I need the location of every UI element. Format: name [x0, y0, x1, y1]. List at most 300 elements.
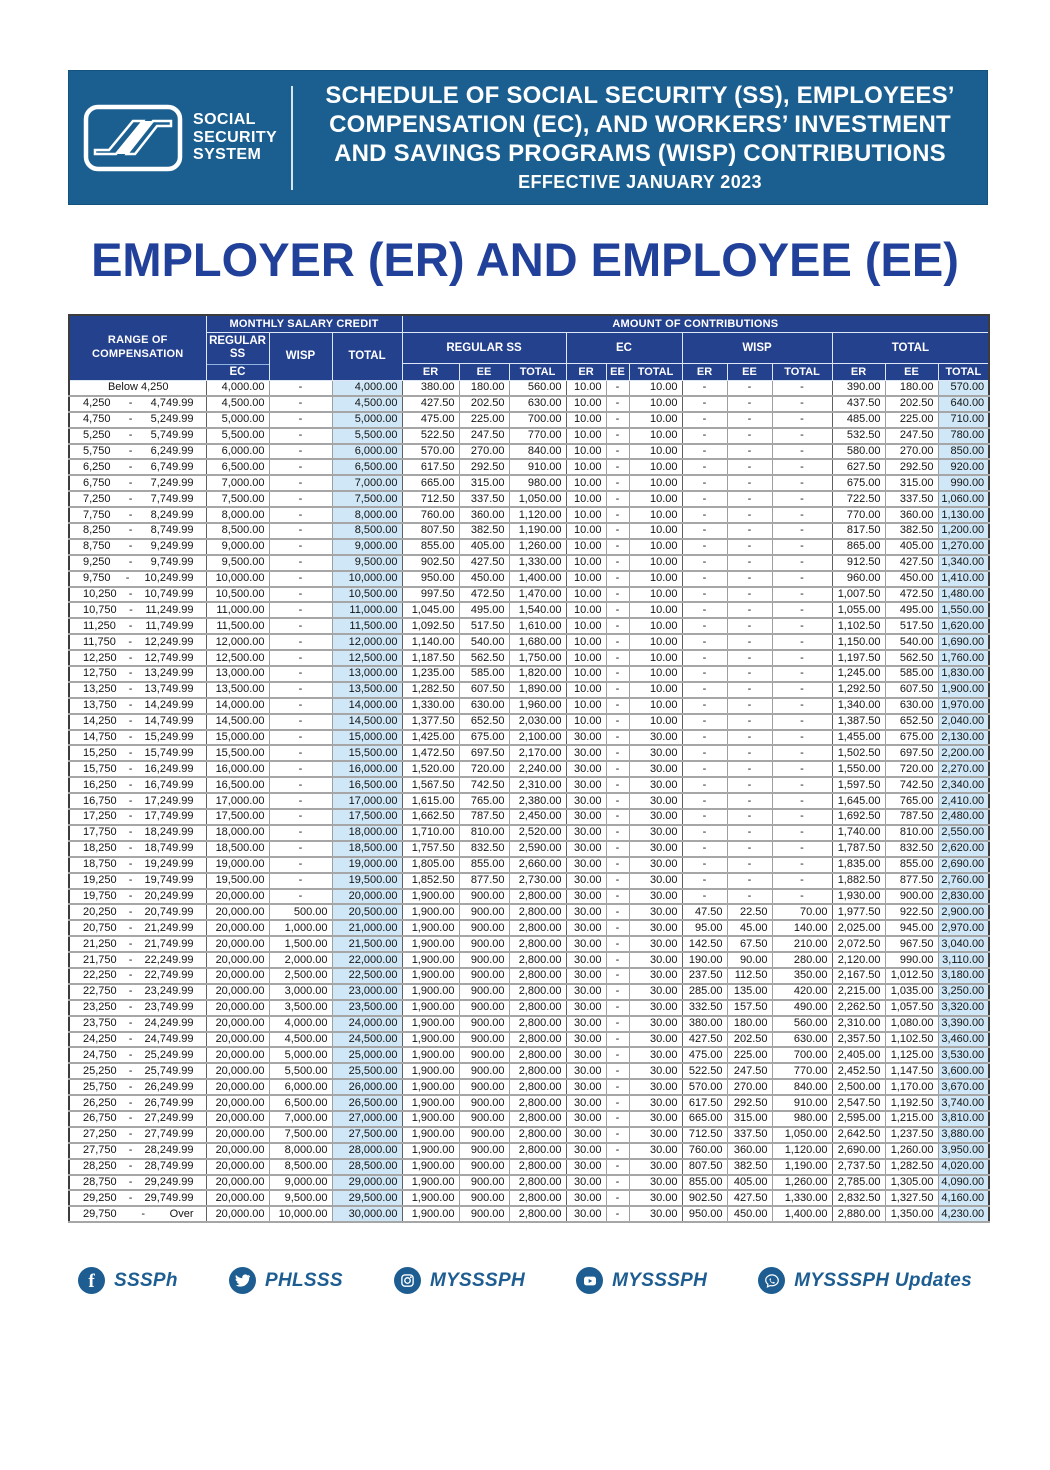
cell-msc-regular-ss: 20,000.00: [206, 1111, 269, 1127]
cell-ec-ee: -: [606, 555, 629, 571]
range-cell: 23,250 - 23,749.99: [69, 1000, 206, 1016]
range-cell: 8,250 - 8,749.99: [69, 523, 206, 539]
cell-wisp-er: -: [682, 523, 727, 539]
cell-msc-regular-ss: 20,000.00: [206, 1016, 269, 1032]
cell-msc-total: 7,000.00: [332, 475, 402, 491]
cell-total-ee: 1,192.50: [885, 1095, 938, 1111]
social-handle: SSSPh: [114, 1269, 178, 1291]
cell-total-ee: 292.50: [885, 459, 938, 475]
table-row: [69, 920, 989, 936]
cell-wisp-total: -: [772, 825, 832, 841]
cell-msc-wisp: 3,500.00: [269, 1000, 332, 1016]
cell-ec-total: 10.00: [629, 428, 682, 444]
cell-msc-wisp: 1,000.00: [269, 920, 332, 936]
header-total-er: ER: [832, 364, 885, 380]
cell-total-total: 3,880.00: [938, 1127, 989, 1143]
cell-total-total: 1,130.00: [938, 507, 989, 523]
cell-ec-ee: -: [606, 1143, 629, 1159]
cell-msc-total: 10,500.00: [332, 587, 402, 603]
cell-total-ee: 742.50: [885, 777, 938, 793]
cell-ec-total: 10.00: [629, 571, 682, 587]
cell-total-total: 2,040.00: [938, 714, 989, 730]
cell-ec-er: 30.00: [566, 1206, 606, 1222]
cell-wisp-er: -: [682, 412, 727, 428]
cell-wisp-ee: -: [727, 380, 772, 396]
cell-ec-ee: -: [606, 761, 629, 777]
cell-ec-er: 30.00: [566, 730, 606, 746]
cell-ec-ee: -: [606, 666, 629, 682]
sss-logo-icon: [83, 104, 183, 172]
header-group-ec: EC: [566, 332, 682, 364]
cell-total-er: 580.00: [832, 444, 885, 460]
cell-ss-ee: 900.00: [459, 1095, 509, 1111]
cell-wisp-er: 712.50: [682, 1127, 727, 1143]
cell-ec-total: 30.00: [629, 920, 682, 936]
cell-wisp-ee: 202.50: [727, 1032, 772, 1048]
range-cell: 12,250 - 12,749.99: [69, 650, 206, 666]
cell-total-er: 485.00: [832, 412, 885, 428]
cell-total-ee: 360.00: [885, 507, 938, 523]
cell-ss-er: 1,900.00: [402, 1079, 459, 1095]
cell-total-total: 4,090.00: [938, 1175, 989, 1191]
cell-total-ee: 877.50: [885, 873, 938, 889]
range-cell: 18,750 - 19,249.99: [69, 857, 206, 873]
cell-wisp-total: -: [772, 380, 832, 396]
cell-msc-wisp: 8,000.00: [269, 1143, 332, 1159]
cell-total-er: 1,835.00: [832, 857, 885, 873]
cell-wisp-total: 490.00: [772, 1000, 832, 1016]
viber-icon: [758, 1267, 785, 1294]
cell-msc-regular-ss: 19,000.00: [206, 857, 269, 873]
table-row: [69, 459, 989, 475]
cell-ec-ee: -: [606, 539, 629, 555]
cell-total-total: 1,550.00: [938, 602, 989, 618]
header-msc-ec: EC: [207, 364, 269, 380]
table-row: [69, 396, 989, 412]
cell-ss-ee: 315.00: [459, 475, 509, 491]
table-row: [69, 984, 989, 1000]
cell-ec-er: 10.00: [566, 396, 606, 412]
header-group-total: TOTAL: [832, 332, 989, 364]
cell-ss-total: 2,800.00: [509, 952, 566, 968]
cell-total-ee: 450.00: [885, 571, 938, 587]
cell-ec-ee: -: [606, 777, 629, 793]
cell-msc-wisp: -: [269, 889, 332, 905]
table-row: [69, 1175, 989, 1191]
cell-ss-ee: 900.00: [459, 1032, 509, 1048]
cell-ec-ee: -: [606, 618, 629, 634]
header-ec-ee: EE: [606, 364, 629, 380]
cell-ec-total: 30.00: [629, 1190, 682, 1206]
cell-ec-total: 30.00: [629, 1159, 682, 1175]
cell-wisp-er: 475.00: [682, 1047, 727, 1063]
cell-ec-ee: -: [606, 936, 629, 952]
cell-wisp-er: -: [682, 761, 727, 777]
cell-msc-regular-ss: 20,000.00: [206, 984, 269, 1000]
cell-ec-total: 30.00: [629, 984, 682, 1000]
header-msc-wisp: WISP: [269, 332, 332, 380]
table-row: [69, 1063, 989, 1079]
cell-ss-ee: 270.00: [459, 444, 509, 460]
cell-msc-total: 26,500.00: [332, 1095, 402, 1111]
cell-ss-ee: 292.50: [459, 459, 509, 475]
cell-wisp-total: -: [772, 889, 832, 905]
cell-wisp-er: -: [682, 444, 727, 460]
cell-wisp-total: 700.00: [772, 1047, 832, 1063]
banner-title-line: COMPENSATION (EC), AND WORKERS’ INVESTMENT: [329, 111, 951, 139]
cell-total-er: 1,150.00: [832, 634, 885, 650]
cell-ec-er: 10.00: [566, 634, 606, 650]
range-cell: 27,250 - 27,749.99: [69, 1127, 206, 1143]
cell-ss-ee: 652.50: [459, 714, 509, 730]
table-row: [69, 650, 989, 666]
range-cell: 22,750 - 23,249.99: [69, 984, 206, 1000]
cell-wisp-total: -: [772, 428, 832, 444]
cell-wisp-er: -: [682, 475, 727, 491]
cell-total-total: 3,740.00: [938, 1095, 989, 1111]
cell-wisp-ee: -: [727, 809, 772, 825]
table-row: [69, 1190, 989, 1206]
cell-wisp-total: 1,260.00: [772, 1175, 832, 1191]
cell-wisp-total: 1,400.00: [772, 1206, 832, 1222]
cell-ss-total: 1,960.00: [509, 698, 566, 714]
cell-msc-wisp: -: [269, 666, 332, 682]
cell-total-ee: 652.50: [885, 714, 938, 730]
cell-total-er: 1,692.50: [832, 809, 885, 825]
cell-ss-er: 1,662.50: [402, 809, 459, 825]
cell-total-er: 2,357.50: [832, 1032, 885, 1048]
cell-ec-ee: -: [606, 968, 629, 984]
cell-wisp-er: -: [682, 571, 727, 587]
cell-wisp-er: 190.00: [682, 952, 727, 968]
cell-wisp-er: 665.00: [682, 1111, 727, 1127]
cell-wisp-total: -: [772, 444, 832, 460]
cell-wisp-ee: -: [727, 745, 772, 761]
cell-ec-total: 10.00: [629, 634, 682, 650]
table-row: [69, 952, 989, 968]
cell-ss-ee: 540.00: [459, 634, 509, 650]
cell-msc-total: 15,500.00: [332, 745, 402, 761]
cell-msc-total: 6,500.00: [332, 459, 402, 475]
cell-msc-total: 26,000.00: [332, 1079, 402, 1095]
cell-ec-total: 30.00: [629, 1095, 682, 1111]
range-cell: 25,750 - 26,249.99: [69, 1079, 206, 1095]
table-row: [69, 730, 989, 746]
table-row: [69, 873, 989, 889]
cell-total-er: 1,882.50: [832, 873, 885, 889]
cell-ss-total: 1,120.00: [509, 507, 566, 523]
cell-ss-total: 700.00: [509, 412, 566, 428]
cell-total-total: 2,830.00: [938, 889, 989, 905]
cell-ec-total: 30.00: [629, 825, 682, 841]
table-row: [69, 602, 989, 618]
cell-wisp-er: -: [682, 825, 727, 841]
cell-total-total: 1,480.00: [938, 587, 989, 603]
cell-total-ee: 697.50: [885, 745, 938, 761]
cell-ec-er: 10.00: [566, 714, 606, 730]
cell-ec-er: 10.00: [566, 523, 606, 539]
cell-ss-er: 997.50: [402, 587, 459, 603]
cell-wisp-ee: 180.00: [727, 1016, 772, 1032]
cell-ss-ee: 382.50: [459, 523, 509, 539]
cell-ec-ee: -: [606, 714, 629, 730]
table-row: [69, 444, 989, 460]
cell-msc-wisp: 7,000.00: [269, 1111, 332, 1127]
cell-wisp-total: -: [772, 618, 832, 634]
cell-total-total: 2,550.00: [938, 825, 989, 841]
cell-ss-er: 807.50: [402, 523, 459, 539]
cell-msc-regular-ss: 19,500.00: [206, 873, 269, 889]
range-cell: 27,750 - 28,249.99: [69, 1143, 206, 1159]
cell-total-er: 532.50: [832, 428, 885, 444]
cell-msc-total: 18,500.00: [332, 841, 402, 857]
cell-total-ee: 1,080.00: [885, 1016, 938, 1032]
cell-wisp-ee: -: [727, 634, 772, 650]
cell-wisp-er: -: [682, 634, 727, 650]
cell-ss-er: 1,615.00: [402, 793, 459, 809]
cell-ss-ee: 810.00: [459, 825, 509, 841]
cell-total-total: 2,480.00: [938, 809, 989, 825]
cell-ss-total: 1,610.00: [509, 618, 566, 634]
cell-wisp-ee: -: [727, 841, 772, 857]
cell-ec-ee: -: [606, 809, 629, 825]
cell-ss-er: 1,567.50: [402, 777, 459, 793]
cell-wisp-er: -: [682, 602, 727, 618]
cell-ec-er: 10.00: [566, 459, 606, 475]
cell-ss-er: 1,900.00: [402, 904, 459, 920]
cell-ss-er: 1,092.50: [402, 618, 459, 634]
cell-total-er: 817.50: [832, 523, 885, 539]
cell-total-total: 2,410.00: [938, 793, 989, 809]
cell-total-total: 1,200.00: [938, 523, 989, 539]
cell-wisp-er: -: [682, 587, 727, 603]
cell-msc-regular-ss: 15,000.00: [206, 730, 269, 746]
cell-ss-er: 1,710.00: [402, 825, 459, 841]
table-header: [69, 315, 989, 380]
cell-msc-total: 8,500.00: [332, 523, 402, 539]
cell-msc-wisp: 8,500.00: [269, 1159, 332, 1175]
table-row: [69, 428, 989, 444]
cell-ss-total: 1,680.00: [509, 634, 566, 650]
cell-total-total: 1,270.00: [938, 539, 989, 555]
social-item-twitter: [229, 1267, 343, 1294]
social-handle: PHLSSS: [264, 1269, 343, 1291]
cell-ec-er: 30.00: [566, 761, 606, 777]
cell-msc-wisp: 6,500.00: [269, 1095, 332, 1111]
cell-wisp-total: -: [772, 507, 832, 523]
cell-total-ee: 765.00: [885, 793, 938, 809]
cell-ss-ee: 832.50: [459, 841, 509, 857]
cell-wisp-ee: 360.00: [727, 1143, 772, 1159]
social-handle: MYSSSPH Updates: [794, 1269, 972, 1291]
cell-wisp-ee: -: [727, 761, 772, 777]
cell-ss-total: 1,890.00: [509, 682, 566, 698]
cell-total-ee: 585.00: [885, 666, 938, 682]
cell-wisp-ee: 247.50: [727, 1063, 772, 1079]
cell-total-ee: 967.50: [885, 936, 938, 952]
cell-total-er: 1,055.00: [832, 602, 885, 618]
cell-msc-regular-ss: 20,000.00: [206, 1032, 269, 1048]
cell-ec-er: 30.00: [566, 841, 606, 857]
cell-msc-wisp: -: [269, 745, 332, 761]
cell-ss-ee: 900.00: [459, 1190, 509, 1206]
cell-wisp-ee: -: [727, 889, 772, 905]
cell-ec-total: 10.00: [629, 602, 682, 618]
cell-msc-total: 9,500.00: [332, 555, 402, 571]
cell-ec-ee: -: [606, 602, 629, 618]
cell-ec-er: 30.00: [566, 1143, 606, 1159]
cell-total-er: 960.00: [832, 571, 885, 587]
cell-wisp-total: 910.00: [772, 1095, 832, 1111]
cell-ss-ee: 585.00: [459, 666, 509, 682]
cell-total-ee: 630.00: [885, 698, 938, 714]
cell-total-ee: 1,125.00: [885, 1047, 938, 1063]
range-cell: 11,250 - 11,749.99: [69, 618, 206, 634]
cell-msc-regular-ss: 6,000.00: [206, 444, 269, 460]
cell-ss-er: 1,187.50: [402, 650, 459, 666]
cell-ec-total: 30.00: [629, 1175, 682, 1191]
cell-msc-wisp: -: [269, 857, 332, 873]
cell-wisp-ee: -: [727, 777, 772, 793]
cell-msc-total: 28,500.00: [332, 1159, 402, 1175]
header-ec-total: TOTAL: [629, 364, 682, 380]
cell-wisp-er: -: [682, 459, 727, 475]
cell-msc-total: 7,500.00: [332, 491, 402, 507]
cell-wisp-ee: -: [727, 730, 772, 746]
cell-wisp-er: 237.50: [682, 968, 727, 984]
social-item-youtube: [576, 1267, 707, 1294]
cell-msc-total: 17,000.00: [332, 793, 402, 809]
cell-wisp-total: 1,050.00: [772, 1127, 832, 1143]
cell-wisp-ee: -: [727, 507, 772, 523]
cell-msc-wisp: 5,000.00: [269, 1047, 332, 1063]
cell-ec-ee: -: [606, 682, 629, 698]
cell-wisp-total: -: [772, 634, 832, 650]
cell-total-er: 2,072.50: [832, 936, 885, 952]
cell-msc-wisp: 10,000.00: [269, 1206, 332, 1222]
cell-wisp-total: -: [772, 793, 832, 809]
table-body: [69, 380, 989, 1222]
table-row: [69, 761, 989, 777]
cell-total-ee: 1,350.00: [885, 1206, 938, 1222]
banner-title-line: SCHEDULE OF SOCIAL SECURITY (SS), EMPLOYEES’: [325, 82, 955, 110]
cell-total-total: 570.00: [938, 380, 989, 396]
cell-ss-ee: 765.00: [459, 793, 509, 809]
cell-ss-er: 522.50: [402, 428, 459, 444]
cell-total-total: 780.00: [938, 428, 989, 444]
cell-ss-er: 1,900.00: [402, 920, 459, 936]
cell-ss-total: 2,590.00: [509, 841, 566, 857]
cell-msc-total: 25,500.00: [332, 1063, 402, 1079]
cell-msc-total: 22,000.00: [332, 952, 402, 968]
cell-ss-total: 2,800.00: [509, 1127, 566, 1143]
cell-msc-total: 16,500.00: [332, 777, 402, 793]
cell-total-ee: 787.50: [885, 809, 938, 825]
cell-msc-total: 9,000.00: [332, 539, 402, 555]
cell-total-total: 1,830.00: [938, 666, 989, 682]
cell-ss-ee: 517.50: [459, 618, 509, 634]
cell-msc-regular-ss: 20,000.00: [206, 1047, 269, 1063]
cell-total-er: 1,197.50: [832, 650, 885, 666]
cell-total-ee: 1,327.50: [885, 1190, 938, 1206]
cell-msc-regular-ss: 12,000.00: [206, 634, 269, 650]
cell-ec-er: 10.00: [566, 555, 606, 571]
cell-ss-total: 2,030.00: [509, 714, 566, 730]
cell-msc-wisp: -: [269, 761, 332, 777]
cell-total-er: 722.50: [832, 491, 885, 507]
cell-total-er: 390.00: [832, 380, 885, 396]
cell-ec-ee: -: [606, 952, 629, 968]
range-cell: 5,250 - 5,749.99: [69, 428, 206, 444]
cell-wisp-er: 950.00: [682, 1206, 727, 1222]
range-cell: 28,250 - 28,749.99: [69, 1159, 206, 1175]
cell-ec-total: 30.00: [629, 745, 682, 761]
cell-total-total: 4,160.00: [938, 1190, 989, 1206]
cell-msc-wisp: -: [269, 380, 332, 396]
cell-ec-er: 30.00: [566, 809, 606, 825]
cell-wisp-er: -: [682, 745, 727, 761]
cell-ss-er: 1,472.50: [402, 745, 459, 761]
cell-ec-er: 30.00: [566, 904, 606, 920]
cell-total-er: 2,120.00: [832, 952, 885, 968]
cell-total-total: 850.00: [938, 444, 989, 460]
cell-msc-regular-ss: 15,500.00: [206, 745, 269, 761]
cell-ec-total: 30.00: [629, 809, 682, 825]
cell-ec-er: 30.00: [566, 1047, 606, 1063]
social-footer: [68, 1267, 982, 1294]
cell-total-total: 640.00: [938, 396, 989, 412]
table-row: [69, 555, 989, 571]
cell-wisp-total: 1,190.00: [772, 1159, 832, 1175]
page-title: EMPLOYER (ER) AND EMPLOYEE (EE): [91, 233, 959, 286]
cell-ss-total: 1,470.00: [509, 587, 566, 603]
cell-ss-total: 1,330.00: [509, 555, 566, 571]
cell-total-ee: 202.50: [885, 396, 938, 412]
cell-total-er: 2,547.50: [832, 1095, 885, 1111]
cell-total-er: 2,737.50: [832, 1159, 885, 1175]
cell-wisp-total: -: [772, 857, 832, 873]
cell-wisp-total: -: [772, 650, 832, 666]
cell-msc-wisp: 5,500.00: [269, 1063, 332, 1079]
cell-wisp-total: 1,330.00: [772, 1190, 832, 1206]
cell-total-er: 1,455.00: [832, 730, 885, 746]
cell-wisp-ee: -: [727, 539, 772, 555]
cell-wisp-ee: -: [727, 618, 772, 634]
cell-wisp-er: 427.50: [682, 1032, 727, 1048]
cell-total-ee: 945.00: [885, 920, 938, 936]
cell-msc-wisp: 500.00: [269, 904, 332, 920]
cell-wisp-er: 522.50: [682, 1063, 727, 1079]
cell-msc-total: 6,000.00: [332, 444, 402, 460]
cell-ss-er: 1,900.00: [402, 889, 459, 905]
cell-wisp-ee: -: [727, 650, 772, 666]
cell-ss-total: 2,800.00: [509, 1032, 566, 1048]
cell-total-ee: 562.50: [885, 650, 938, 666]
cell-msc-wisp: -: [269, 523, 332, 539]
table-row: [69, 475, 989, 491]
cell-total-er: 2,642.50: [832, 1127, 885, 1143]
cell-ss-er: 1,757.50: [402, 841, 459, 857]
cell-total-ee: 382.50: [885, 523, 938, 539]
cell-ec-er: 30.00: [566, 1190, 606, 1206]
cell-ss-er: 1,900.00: [402, 1175, 459, 1191]
cell-ec-er: 30.00: [566, 1127, 606, 1143]
cell-ss-total: 910.00: [509, 459, 566, 475]
cell-wisp-ee: 67.50: [727, 936, 772, 952]
cell-msc-regular-ss: 20,000.00: [206, 904, 269, 920]
cell-total-ee: 540.00: [885, 634, 938, 650]
cell-total-er: 2,595.00: [832, 1111, 885, 1127]
